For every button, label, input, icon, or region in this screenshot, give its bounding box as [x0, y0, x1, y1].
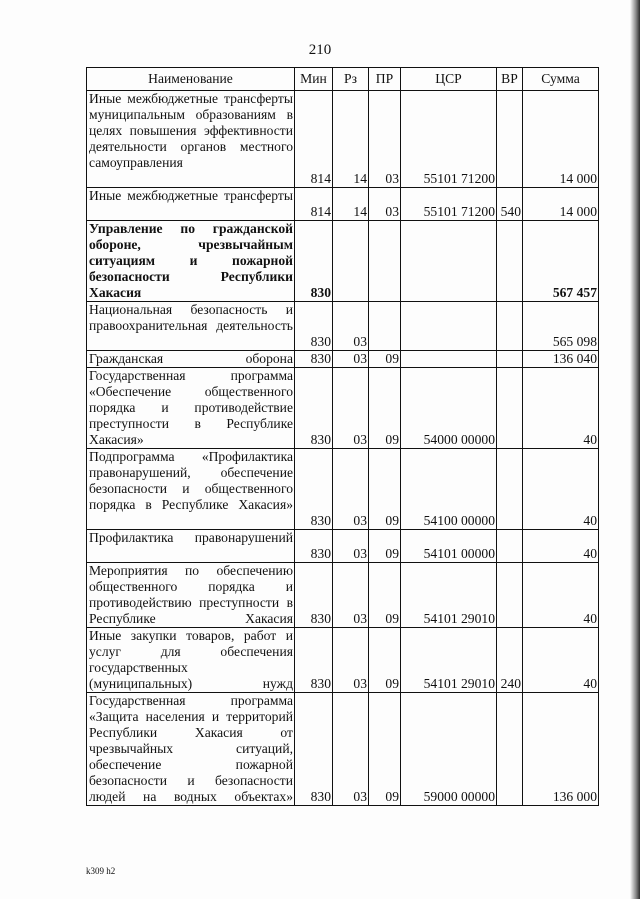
header-name: Наименование	[87, 68, 295, 91]
row-vr	[497, 91, 523, 188]
row-vr	[497, 449, 523, 530]
row-csr: 55101 71200	[401, 91, 497, 188]
row-vr	[497, 530, 523, 563]
row-pr	[369, 221, 401, 302]
row-sum: 567 457	[523, 221, 599, 302]
row-rz: 03	[333, 563, 369, 628]
scan-edge-shadow	[630, 0, 640, 899]
row-min: 830	[295, 221, 333, 302]
row-name: Государственная программа «Защита населения и территорий Республики Хакасия от чрезвычайных ситуаций, обеспечение пожарной безопасности и безопасности людей на водных объектах»	[87, 693, 295, 806]
row-csr: 54101 29010	[401, 628, 497, 693]
row-rz: 03	[333, 530, 369, 563]
row-min: 830	[295, 449, 333, 530]
row-sum: 40	[523, 368, 599, 449]
row-name: Иные закупки товаров, работ и услуг для обеспечения государственных (муниципальных) нужд	[87, 628, 295, 693]
row-name: Подпрограмма «Профилактика правонарушений, обеспечение безопасности и общественного порядка в Республике Хакасия»	[87, 449, 295, 530]
row-vr	[497, 368, 523, 449]
row-pr: 09	[369, 368, 401, 449]
row-name: Иные межбюджетные трансферты	[87, 188, 295, 221]
row-name: Профилактика правонарушений	[87, 530, 295, 563]
footer-code: k309 h2	[86, 866, 116, 876]
row-rz: 03	[333, 302, 369, 351]
row-pr: 09	[369, 351, 401, 368]
row-csr: 54100 00000	[401, 449, 497, 530]
header-rz: Рз	[333, 68, 369, 91]
row-csr	[401, 302, 497, 351]
row-sum: 136 000	[523, 693, 599, 806]
row-rz: 03	[333, 351, 369, 368]
row-min: 830	[295, 302, 333, 351]
row-vr: 540	[497, 188, 523, 221]
table-row	[87, 221, 599, 302]
row-min: 830	[295, 563, 333, 628]
row-pr: 09	[369, 530, 401, 563]
table-header-row	[87, 68, 599, 91]
row-rz: 03	[333, 368, 369, 449]
row-pr	[369, 302, 401, 351]
row-rz: 14	[333, 188, 369, 221]
header-min: Мин	[295, 68, 333, 91]
row-min: 830	[295, 368, 333, 449]
table-row	[87, 91, 599, 188]
row-sum: 14 000	[523, 188, 599, 221]
row-rz: 03	[333, 628, 369, 693]
row-rz: 03	[333, 449, 369, 530]
row-csr: 59000 00000	[401, 693, 497, 806]
row-sum: 136 040	[523, 351, 599, 368]
row-min: 830	[295, 351, 333, 368]
header-pr: ПР	[369, 68, 401, 91]
row-vr	[497, 351, 523, 368]
row-pr: 09	[369, 628, 401, 693]
header-sum: Сумма	[523, 68, 599, 91]
table-row	[87, 302, 599, 351]
row-csr	[401, 221, 497, 302]
row-min: 830	[295, 628, 333, 693]
row-csr: 54000 00000	[401, 368, 497, 449]
row-name: Иные межбюджетные трансферты муниципальным образованиям в целях повышения эффективности деятельности органов местного самоуправления	[87, 91, 295, 188]
header-vr: ВР	[497, 68, 523, 91]
row-pr: 09	[369, 449, 401, 530]
row-name: Национальная безопасность и правоохранительная деятельность	[87, 302, 295, 351]
budget-table	[86, 67, 599, 806]
row-vr: 240	[497, 628, 523, 693]
row-sum: 40	[523, 563, 599, 628]
row-csr: 54101 29010	[401, 563, 497, 628]
table-row	[87, 628, 599, 693]
row-sum: 565 098	[523, 302, 599, 351]
row-min: 814	[295, 188, 333, 221]
table-row	[87, 563, 599, 628]
row-csr: 55101 71200	[401, 188, 497, 221]
row-vr	[497, 302, 523, 351]
row-vr	[497, 693, 523, 806]
table-row	[87, 530, 599, 563]
row-sum: 40	[523, 530, 599, 563]
table-row	[87, 693, 599, 806]
row-vr	[497, 221, 523, 302]
table-row	[87, 449, 599, 530]
row-vr	[497, 563, 523, 628]
row-rz: 14	[333, 91, 369, 188]
row-rz	[333, 221, 369, 302]
row-name: Мероприятия по обеспечению общественного порядка и противодействию преступности в Республике Хакасия	[87, 563, 295, 628]
row-csr: 54101 00000	[401, 530, 497, 563]
row-pr: 03	[369, 188, 401, 221]
row-csr	[401, 351, 497, 368]
header-csr: ЦСР	[401, 68, 497, 91]
row-pr: 09	[369, 563, 401, 628]
row-name: Гражданская оборона	[87, 351, 295, 368]
row-sum: 40	[523, 628, 599, 693]
row-sum: 14 000	[523, 91, 599, 188]
row-min: 830	[295, 530, 333, 563]
row-pr: 03	[369, 91, 401, 188]
row-min: 830	[295, 693, 333, 806]
table-body	[87, 91, 599, 806]
row-pr: 09	[369, 693, 401, 806]
table-row	[87, 368, 599, 449]
row-sum: 40	[523, 449, 599, 530]
row-min: 814	[295, 91, 333, 188]
row-name: Государственная программа «Обеспечение общественного порядка и противодействие преступности в Республике Хакасия»	[87, 368, 295, 449]
table-row	[87, 351, 599, 368]
page-number: 210	[308, 42, 332, 58]
table-row	[87, 188, 599, 221]
row-rz: 03	[333, 693, 369, 806]
row-name: Управление по гражданской обороне, чрезвычайным ситуациям и пожарной безопасности Республики Хакасия	[87, 221, 295, 302]
